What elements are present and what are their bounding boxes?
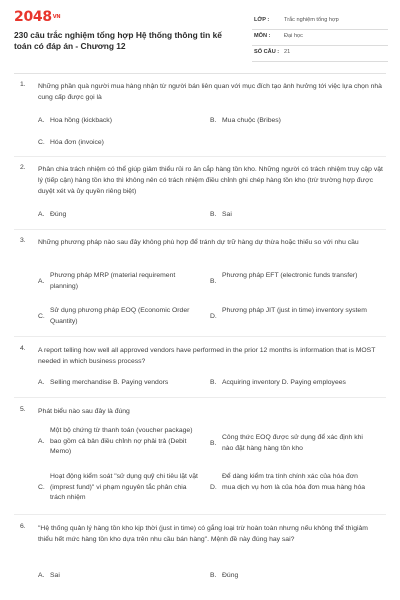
option-text: Phương pháp EFT (electronic funds transfer) bbox=[222, 272, 358, 279]
meta-key-class: LỚP : bbox=[254, 17, 270, 23]
question-number: 4. bbox=[20, 345, 26, 352]
option-5a[interactable] bbox=[38, 426, 203, 460]
question-number: 5. bbox=[20, 406, 26, 413]
question-divider bbox=[14, 336, 386, 337]
page-header bbox=[0, 0, 400, 62]
logo-suffix: VN bbox=[52, 14, 61, 20]
option-3b[interactable] bbox=[210, 271, 380, 293]
option-letter: C. bbox=[38, 139, 45, 146]
meta-value-subject[interactable]: Đại học bbox=[284, 33, 303, 39]
option-letter: A. bbox=[38, 117, 45, 124]
question-number: 2. bbox=[20, 164, 26, 171]
option-text: Hoa hồng (kickback) bbox=[50, 117, 112, 124]
option-text: Công thức EOQ được sử dụng để xác định khi nào đặt hàng hàng tồn kho bbox=[222, 434, 363, 452]
meta-row-count bbox=[252, 46, 388, 62]
option-letter: B. bbox=[210, 440, 217, 447]
option-letter: A. bbox=[38, 211, 45, 218]
option-text: Selling merchandise B. Paying vendors bbox=[50, 379, 169, 386]
meta-value-count: 21 bbox=[284, 49, 291, 55]
site-logo[interactable] bbox=[14, 9, 60, 25]
option-letter: C. bbox=[38, 484, 45, 491]
question-text: Những phần quà người mua hàng nhận từ người bán liên quan với mục đích tạo ảnh hưởng tới việc lựa chọn nhà cung cấp được gọi là bbox=[38, 83, 382, 101]
option-letter: D. bbox=[210, 313, 217, 320]
question-text: "Hệ thống quản lý hàng tồn kho kịp thời (just in time) có gắng loại trừ hoàn toàn nhưng nếu không thể thìgiảm thiểu hết mức hàng tồn kho dựa trên nhu cầu bán hàng". Mệnh đề này đúng hay sai? bbox=[38, 525, 368, 543]
logo-text: 2048 bbox=[14, 9, 52, 25]
option-letter: B. bbox=[210, 211, 217, 218]
question-divider bbox=[14, 229, 386, 230]
option-text: Sử dụng phương pháp EOQ (Economic Order Quantity) bbox=[50, 307, 190, 325]
option-letter: A. bbox=[38, 438, 45, 445]
option-letter: A. bbox=[38, 278, 45, 285]
option-letter: B. bbox=[210, 572, 217, 579]
option-text: Đúng bbox=[50, 211, 67, 218]
question-number: 6. bbox=[20, 523, 26, 530]
option-letter: B. bbox=[210, 278, 217, 285]
question-text: Những phương pháp nào sau đây không phù hợp để tránh dự trữ hàng dự thừa hoặc thiếu so với nhu cầu bbox=[38, 239, 359, 246]
option-letter: C. bbox=[38, 313, 45, 320]
option-text: Sai bbox=[222, 211, 232, 218]
option-text: Sai bbox=[50, 572, 60, 579]
question-number: 1. bbox=[20, 81, 26, 88]
question-text: Phân chia trách nhiệm có thể giúp giảm thiểu rủi ro ăn cắp hàng tồn kho. Những người có trách nhiệm truy cập vật lý (tiếp cận) hàng tồn kho thì không nên có trách nhiệm điều chỉnh ghi chép hàng tồn kho (trừ trường hợp được duyệt xét và ủy quyền riêng biệt) bbox=[38, 166, 383, 195]
meta-key-count: SỐ CÂU : bbox=[254, 49, 280, 55]
option-text: Hóa đơn (invoice) bbox=[50, 139, 104, 146]
question-text: A report telling how well all approved vendors have performed in the prior 12 months is information that is MOST needed in which business process? bbox=[38, 347, 376, 365]
option-letter: D. bbox=[210, 484, 217, 491]
option-letter: A. bbox=[38, 379, 45, 386]
option-3d[interactable] bbox=[210, 306, 380, 328]
question-text: Phát biểu nào sau đây là đúng bbox=[38, 408, 130, 415]
option-text: Hoạt động kiểm soát "sử dụng quỹ chi tiêu lặt vặt (imprest fund)" vi phạm nguyên tắc phân chia trách nhiệm bbox=[50, 473, 198, 501]
option-5d[interactable] bbox=[210, 472, 380, 506]
meta-key-subject: MÔN : bbox=[254, 33, 271, 39]
option-letter: B. bbox=[210, 379, 217, 386]
document-title: 230 câu trắc nghiệm tổng hợp Hệ thống thông tin kế toán có đáp án - Chương 12 bbox=[14, 30, 222, 51]
option-3a[interactable] bbox=[38, 271, 203, 293]
option-text: Đúng bbox=[222, 572, 239, 579]
option-text: Phương pháp JIT (just in time) inventory system bbox=[222, 307, 367, 314]
meta-row-class bbox=[252, 14, 388, 30]
option-text: Acquiring inventory D. Paying employees bbox=[222, 379, 346, 386]
option-5b[interactable] bbox=[210, 433, 380, 455]
option-text: Một bộ chứng từ thanh toán (voucher package) bao gồm cả bản điều chỉnh nợ phải trả (Debit Memo) bbox=[50, 427, 193, 455]
option-5c[interactable] bbox=[38, 472, 203, 506]
option-letter: A. bbox=[38, 572, 45, 579]
option-text: Phương pháp MRP (material requirement planning) bbox=[50, 272, 176, 290]
meta-value-class[interactable]: Trắc nghiệm tổng hợp bbox=[284, 17, 339, 23]
question-number: 3. bbox=[20, 237, 26, 244]
header-divider bbox=[14, 73, 386, 74]
option-text: Để dàng kiểm tra tính chính xác của hóa đơn mua dịch vụ hơn là của hóa đơn mua hàng hóa bbox=[222, 473, 366, 491]
question-divider bbox=[14, 156, 386, 157]
question-divider bbox=[14, 514, 386, 515]
option-3c[interactable] bbox=[38, 306, 203, 328]
document-meta bbox=[252, 14, 388, 62]
meta-row-subject bbox=[252, 30, 388, 46]
option-text: Mua chuộc (Bribes) bbox=[222, 117, 281, 124]
option-letter: B. bbox=[210, 117, 217, 124]
question-divider bbox=[14, 397, 386, 398]
